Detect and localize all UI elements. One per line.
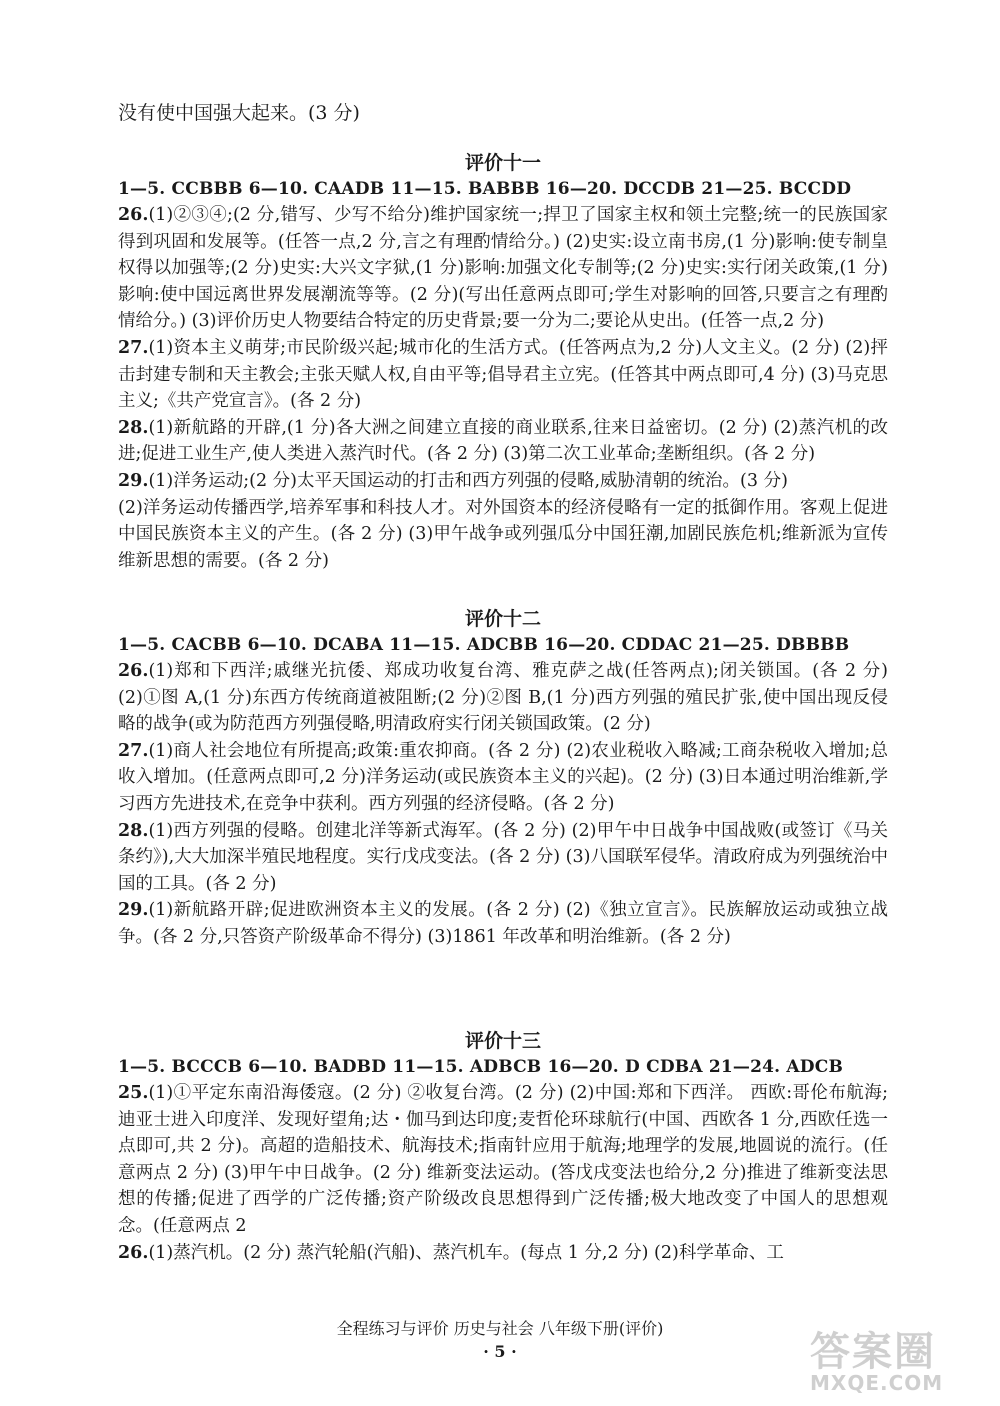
watermark-top: 答案圈 xyxy=(810,1329,936,1375)
page-number: · 5 · xyxy=(483,1342,517,1361)
answer-item xyxy=(118,738,888,818)
item-text: (1)②③④;(2 分,错写、少写不给分)维护国家统一;捍卫了国家主权和领土完整;统一的民族国家得到巩固和发展等。(任答一点,2 分,言之有理酌情给分。) (2)史实:设立南书房,(1 分)影响:使专制皇权得以加强等;(2 分)史实:大兴文字狱,(1 分)影响:加强文化专制等;(2 分)史实:实行闭关政策,(1 分)影响:使中国远离世界发展潮流等等。(2 分)(写出任意两点即可;学生对影响的回答,只要言之有理酌情给分。) (3)评价历史人物要结合特定的历史背景;要一分为二;要论从史出。(任答一点,2 分) xyxy=(118,205,888,332)
answer-item xyxy=(118,1240,888,1267)
item-number: 28. xyxy=(118,417,149,438)
item-text: (1)新航路开辟;促进欧洲资本主义的发展。(各 2 分) (2)《独立宣言》。民族解放运动或独立战争。(各 2 分,只答资产阶级革命不得分) (3)1861 年改革和明治维新。(各 2 分) xyxy=(118,900,888,947)
item-text: (1)商人社会地位有所提高;政策:重农抑商。(各 2 分) (2)农业税收入略减;工商杂税收入增加;总收入增加。(任意两点即可,2 分)洋务运动(或民族资本主义的兴起)。(2 分) (3)日本通过明治维新,学习西方先进技术,在竞争中获利。西方列强的经济侵略。(各 2 分) xyxy=(118,740,888,814)
item-number: 27. xyxy=(118,740,149,761)
answer-item xyxy=(118,897,888,950)
item-number: 26. xyxy=(118,1242,149,1263)
item-number: 25. xyxy=(118,1083,149,1103)
answer-item xyxy=(118,202,888,335)
item-number: 28. xyxy=(118,820,149,841)
item-text: (1)郑和下西洋;戚继光抗倭、郑成功收复台湾、雅克萨之战(任答两点);闭关锁国。(各 2 分) (2)①图 A,(1 分)东西方传统商道被阻断;(2 分)②图 B,(1 分)西方列强的殖民扩张,使中国出现反侵略的战争(或为防范西方列强侵略,明清政府实行闭关锁国政策。(2 分) xyxy=(118,661,888,735)
item-number: 26. xyxy=(118,205,149,225)
item-text: (1)蒸汽机。(2 分) 蒸汽轮船(汽船)、蒸汽机车。(每点 1 分,2 分) (2)科学革命、工 xyxy=(148,1242,784,1263)
item-number: 26. xyxy=(118,661,149,681)
section-title: 评价十二 xyxy=(464,608,541,630)
item-text: (1)①平定东南沿海倭寇。(2 分) ②收复台湾。(2 分) (2)中国:郑和下西洋。 西欧:哥伦布航海;迪亚士进入印度洋、发现好望角;达・伽马到达印度;麦哲伦环球航行(中国、西欧各 1 分,西欧任选一点即可,共 2 分)。高超的造船技术、航海技术;指南针应用于航海;地理学的发展,地圆说的流行。(任意两点 2 分) (3)甲午中日战争。(2 分) 维新变法运动。(答戊戌变法也给分,2 分)推进了维新变法思想的传播;促进了西学的广泛传播;资产阶级改良思想得到广泛传播;极大地改变了中国人的思想观念。(任意两点 2 xyxy=(118,1083,888,1236)
item-text: (1)西方列强的侵略。创建北洋等新式海军。(各 2 分) (2)甲午中日战争中国战败(或签订《马关条约》),大大加深半殖民地程度。实行戊戌变法。(各 2 分) (3)八国联军侵华。清政府成为列强统治中国的工具。(各 2 分) xyxy=(118,820,888,894)
answer-item xyxy=(118,415,888,468)
item-number: 29. xyxy=(118,900,149,921)
item-text: (1)新航路的开辟,(1 分)各大洲之间建立直接的商业联系,往来日益密切。(2 分) (2)蒸汽机的改进;促进工业生产,使人类进入蒸汽时代。(各 2 分) (3)第二次工业革命;垄断组织。(各 2 分) xyxy=(118,417,888,465)
answer-item xyxy=(118,335,888,415)
answer-item xyxy=(118,1080,888,1240)
section-eval-12 xyxy=(118,606,888,951)
item-number: 27. xyxy=(118,337,149,358)
watermark-logo xyxy=(810,1320,990,1400)
item-number: 29. xyxy=(118,470,149,491)
section-title: 评价十一 xyxy=(464,152,541,174)
item-text: (1)资本主义萌芽;市民阶级兴起;城市化的生活方式。(任答两点为,2 分)人文主义。(2 分) (2)抨击封建专制和天主教会;主张天赋人权,自由平等;倡导君主立宪。(任答其中两点即可,4 分) (3)马克思主义;《共产党宣言》。(各 2 分) xyxy=(118,337,888,412)
page-footer: 全程练习与评价 历史与社会 八年级下册(评价) xyxy=(336,1319,664,1338)
answer-item xyxy=(118,468,888,574)
section-title: 评价十三 xyxy=(464,1030,541,1052)
lead-line: 没有使中国强大起来。(3 分) xyxy=(118,102,360,124)
section-eval-11 xyxy=(118,150,888,574)
section-eval-13 xyxy=(118,1028,888,1266)
answer-item xyxy=(118,658,888,738)
multiple-choice-answers: 1—5. CCBBB 6—10. CAADB 11—15. BABBB 16—20. DCCDB 21—25. BCCDD xyxy=(118,179,852,199)
watermark-bottom: MXQE.COM xyxy=(810,1371,944,1395)
item-text: (1)洋务运动;(2 分)太平天国运动的打击和西方列强的侵略,威胁清朝的统治。(3 分) (2)洋务运动传播西学,培养军事和科技人才。对外国资本的经济侵略有一定的抵御作用。客观上促进中国民族资本主义的产生。(各 2 分) (3)甲午战争或列强瓜分中国狂潮,加剧民族危机;维新派为宣传维新思想的需要。(各 2 分) xyxy=(118,470,888,571)
multiple-choice-answers: 1—5. CACBB 6—10. DCABA 11—15. ADCBB 16—20. CDDAC 21—25. DBBBB xyxy=(118,635,850,655)
multiple-choice-answers: 1—5. BCCCB 6—10. BADBD 11—15. ADBCB 16—20. D CDBA 21—24. ADCB xyxy=(118,1057,844,1077)
answer-item xyxy=(118,818,888,898)
